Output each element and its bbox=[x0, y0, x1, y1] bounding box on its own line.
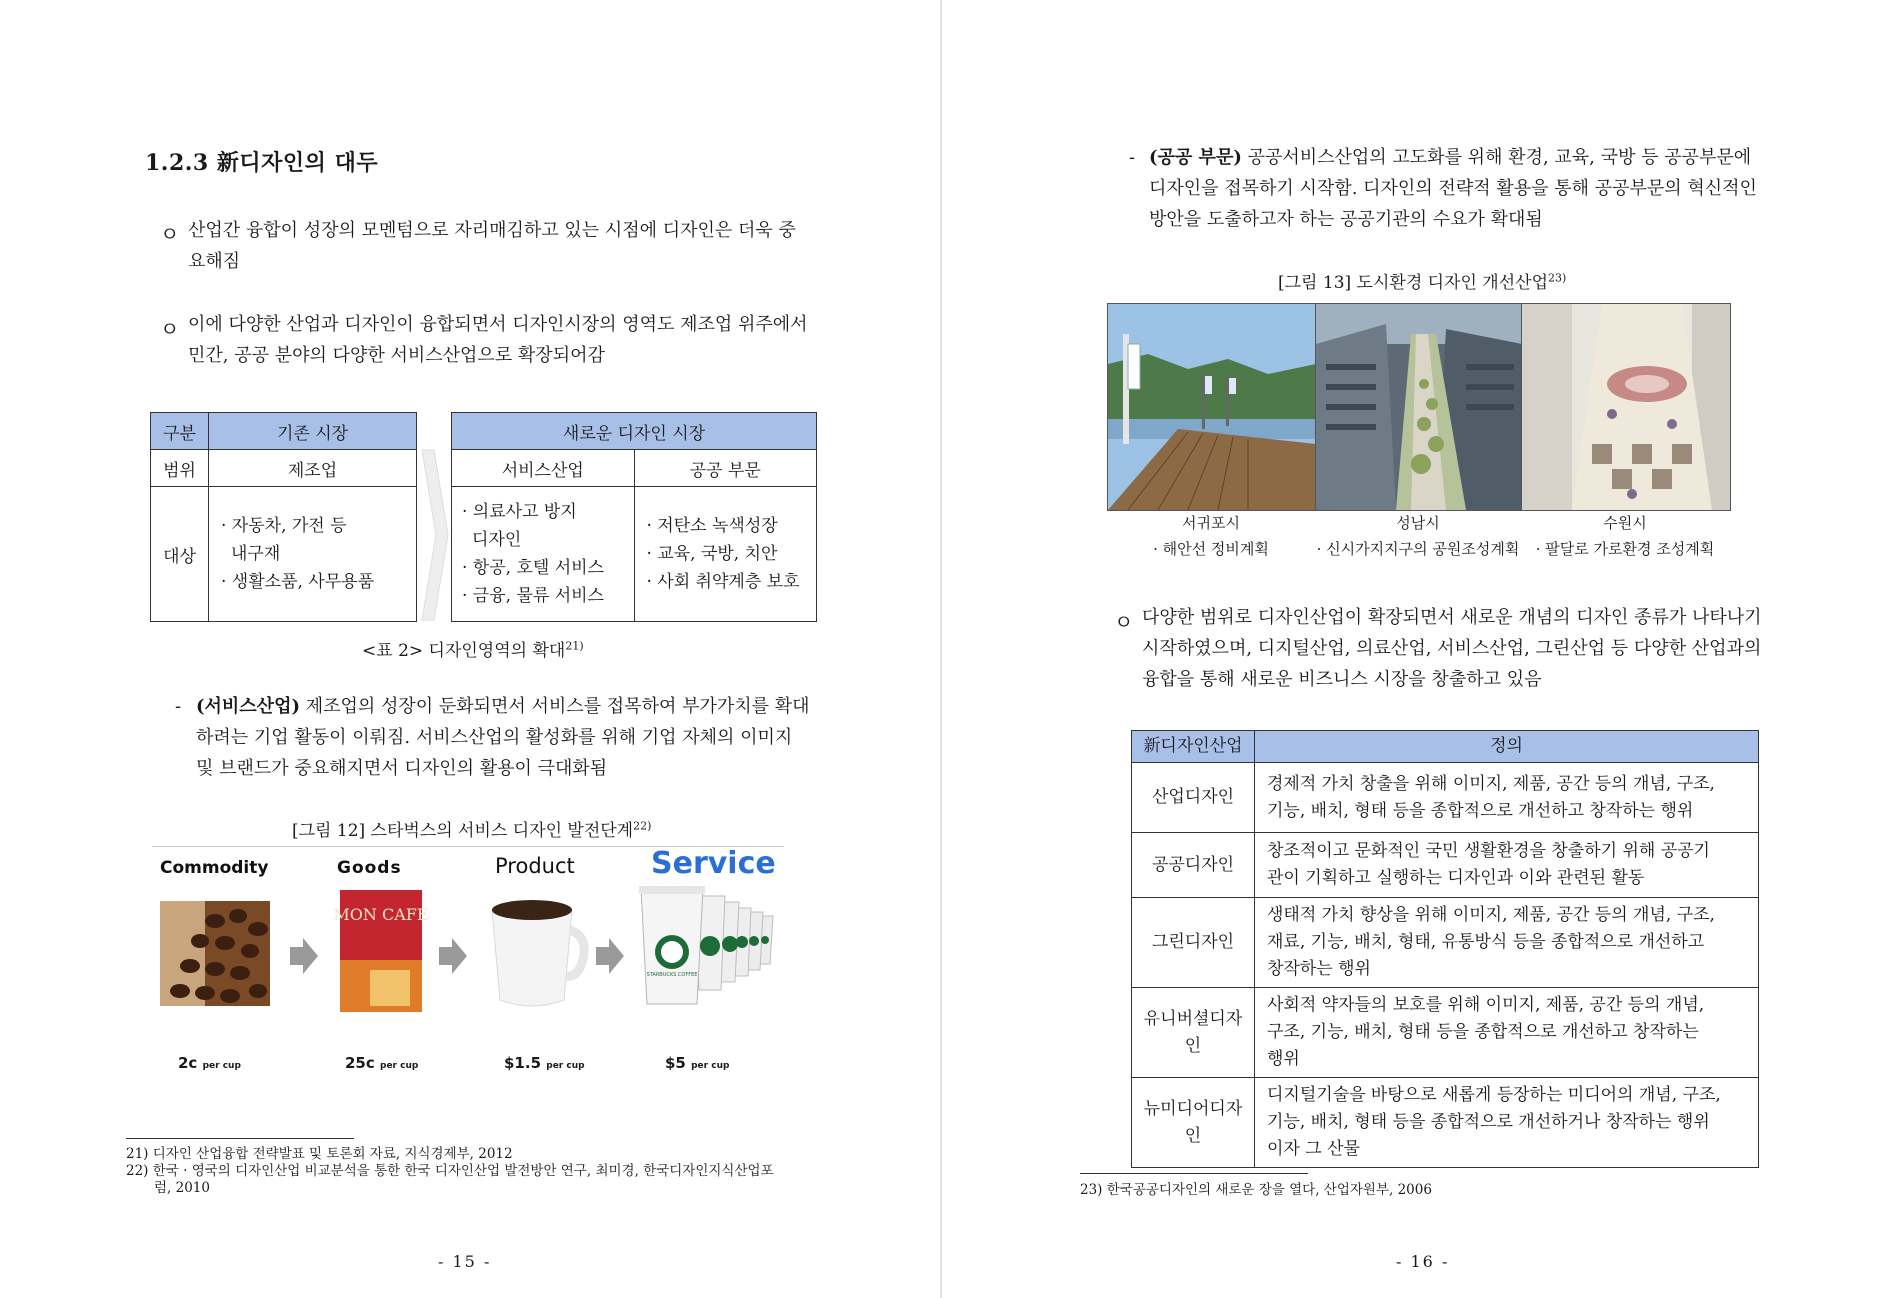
price-commodity bbox=[178, 1054, 241, 1072]
bullet-paragraph: 이에 다양한 산업과 디자인이 융합되면서 디자인시장의 영역도 제조업 위주에서 민간, 공공 분야의 다양한 서비스산업으로 확장되어감 bbox=[188, 314, 808, 366]
industry-name: 산업디자인 bbox=[1132, 763, 1255, 833]
definition-line: 생태적 가치 향상을 위해 이미지, 제품, 공간 등의 개념, 구조, bbox=[1267, 905, 1715, 925]
list-item: 내구재 bbox=[231, 544, 281, 564]
definition-line: 행위 bbox=[1267, 1049, 1300, 1069]
list-item: · 생활소품, 사무용품 bbox=[221, 572, 374, 592]
stage-label-commodity: Commodity bbox=[160, 858, 269, 878]
footnotes bbox=[126, 1146, 816, 1197]
table-row bbox=[1132, 898, 1759, 988]
industry-name: 공공디자인 bbox=[1132, 833, 1255, 898]
footnote-ref: 21) bbox=[565, 639, 584, 653]
price-value: $5 bbox=[665, 1054, 686, 1072]
footnote: 럼, 2010 bbox=[154, 1180, 210, 1196]
arrow-right-icon bbox=[290, 938, 318, 974]
section-heading: 1.2.3 新디자인의 대두 bbox=[145, 150, 379, 176]
price-unit: per cup bbox=[380, 1061, 419, 1071]
list-item: · 자동차, 가전 등 bbox=[221, 516, 347, 536]
bullet-mark: ㅇ bbox=[160, 222, 180, 246]
price-unit: per cup bbox=[691, 1061, 730, 1071]
seongnam-image bbox=[1315, 303, 1523, 511]
service-targets bbox=[452, 487, 635, 622]
panel-project-label: · 신시가지지구의 공원조성계획 bbox=[1316, 540, 1520, 558]
list-item: · 항공, 호텔 서비스 bbox=[462, 558, 604, 578]
price-unit: per cup bbox=[546, 1061, 585, 1071]
figure-caption bbox=[1278, 268, 1566, 293]
price-service bbox=[665, 1054, 729, 1072]
page-number: - 16 - bbox=[1396, 1252, 1450, 1271]
definition-line: 디지털기술을 바탕으로 새롭게 등장하는 미디어의 개념, 구조, bbox=[1267, 1085, 1721, 1105]
industry-definition bbox=[1255, 763, 1759, 833]
list-item: · 금융, 물류 서비스 bbox=[462, 586, 604, 606]
public-targets bbox=[634, 487, 817, 622]
existing-targets bbox=[209, 487, 417, 622]
page-16 bbox=[942, 0, 1877, 1298]
suwon-image bbox=[1521, 303, 1731, 511]
bullet-mark: ㅇ bbox=[160, 317, 180, 341]
price-value: $1.5 bbox=[504, 1054, 542, 1072]
stage-label-goods: Goods bbox=[337, 858, 402, 878]
footnote-rule bbox=[126, 1138, 354, 1139]
dash-bold-label: (서비스산업) bbox=[196, 696, 300, 717]
bullet-paragraph: 산업간 융합이 성장의 모멘텀으로 자리매김하고 있는 시점에 디자인은 더욱 중요해짐 bbox=[188, 220, 796, 272]
industry-definition bbox=[1255, 1078, 1759, 1168]
existing-market-table bbox=[150, 412, 417, 622]
footnote: 21) 디자인 산업융합 전략발표 및 토론회 자료, 지식경제부, 2012 bbox=[126, 1146, 513, 1162]
stage-label-service: Service bbox=[651, 846, 776, 881]
definition-line: 관이 기획하고 실행하는 디자인과 이와 관련된 활동 bbox=[1267, 868, 1645, 888]
list-item: · 저탄소 녹색성장 bbox=[646, 516, 778, 536]
seogwipo-image bbox=[1107, 303, 1317, 511]
table-header-category: 구분 bbox=[151, 413, 209, 450]
panel-city-label: 성남시 bbox=[1396, 514, 1440, 532]
list-item: · 의료사고 방지 bbox=[462, 502, 577, 522]
dash-mark: - bbox=[175, 696, 182, 717]
dash-text: 공공서비스산업의 고도화를 위해 환경, 교육, 국방 등 공공부문에 디자인을 접목하기 시작함. 디자인의 전략적 활용을 통해 공공부문의 혁신적인 방안을 도출하고자 하는 공공기관의 수요가 확대됨 bbox=[1149, 147, 1757, 230]
definition-line: 재료, 기능, 배치, 형태, 유통방식 등을 종합적으로 개선하고 bbox=[1267, 932, 1705, 952]
new-design-industry-table bbox=[1131, 730, 1759, 1168]
starbucks-cups-image bbox=[637, 886, 777, 1011]
bullet-mark: ㅇ bbox=[1114, 610, 1134, 634]
coffee-beans-image bbox=[160, 901, 270, 1006]
dash-mark: - bbox=[1129, 147, 1136, 168]
table-row bbox=[1132, 833, 1759, 898]
new-market-table bbox=[451, 412, 817, 622]
panel-project-label: · 팔달로 가로환경 조성계획 bbox=[1535, 540, 1715, 558]
industry-name: 그린디자인 bbox=[1132, 898, 1255, 988]
definition-line: 기능, 배치, 형태 등을 종합적으로 개선하고 창작하는 행위 bbox=[1267, 800, 1694, 821]
row-label-target: 대상 bbox=[151, 487, 209, 622]
industry-definition bbox=[1255, 988, 1759, 1078]
coffee-pack-image bbox=[333, 890, 429, 1012]
definition-line: 이자 그 산물 bbox=[1267, 1139, 1360, 1159]
table-header-existing: 기존 시장 bbox=[209, 413, 417, 450]
price-value: 25c bbox=[345, 1054, 375, 1072]
table-header-new-market: 새로운 디자인 시장 bbox=[452, 413, 817, 450]
list-item: · 교육, 국방, 치안 bbox=[646, 544, 778, 564]
chevron-right-icon bbox=[420, 450, 450, 620]
list-item: · 사회 취약계층 보호 bbox=[646, 572, 800, 592]
starbucks-figure bbox=[152, 846, 784, 1078]
industry-name: 유니버셜디자인 bbox=[1132, 988, 1255, 1078]
figure-caption bbox=[292, 816, 651, 841]
footnote: 23) 한국공공디자인의 새로운 장을 열다, 산업자원부, 2006 bbox=[1080, 1182, 1432, 1198]
panel-city-label: 수원시 bbox=[1603, 514, 1647, 532]
table-caption bbox=[362, 636, 584, 661]
industry-definition bbox=[1255, 833, 1759, 898]
definition-line: 사회적 약자들의 보호를 위해 이미지, 제품, 공간 등의 개념, bbox=[1267, 995, 1705, 1015]
price-unit: per cup bbox=[202, 1061, 241, 1071]
list-item: 디자인 bbox=[472, 530, 522, 550]
dash-text: 제조업의 성장이 둔화되면서 서비스를 접목하여 부가가치를 확대하려는 기업 활동이 이뤄짐. 서비스산업의 활성화를 위해 기업 자체의 이미지 및 브랜드가 중요해지면서 디자인의 활용이 극대화됨 bbox=[196, 696, 810, 779]
definition-line: 기능, 배치, 형태 등을 종합적으로 개선하거나 창작하는 행위 bbox=[1267, 1112, 1710, 1132]
dash-paragraph bbox=[1149, 142, 1761, 235]
figure-caption-text: [그림 13] 도시환경 디자인 개선산업 bbox=[1278, 273, 1548, 293]
definition-line: 구조, 기능, 배치, 형태 등을 종합적으로 개선하고 창작하는 bbox=[1267, 1022, 1699, 1042]
table-header-definition: 정의 bbox=[1255, 731, 1759, 763]
table-row bbox=[1132, 1078, 1759, 1168]
scope-manufacturing: 제조업 bbox=[209, 450, 417, 487]
definition-line: 창작하는 행위 bbox=[1267, 959, 1371, 979]
page-number: - 15 - bbox=[438, 1252, 492, 1271]
arrow-right-icon bbox=[439, 938, 467, 974]
table-row bbox=[1132, 988, 1759, 1078]
table-row bbox=[1132, 763, 1759, 833]
definition-line: 경제적 가치 창출을 위해 이미지, 제품, 공간 등의 개념, 구조, bbox=[1267, 773, 1715, 794]
cup-text: STARBUCKS COFFEE bbox=[646, 972, 698, 978]
footnote-ref: 22) bbox=[633, 819, 652, 833]
arrow-right-icon bbox=[596, 938, 624, 974]
dash-paragraph bbox=[196, 691, 813, 784]
figure-caption-text: [그림 12] 스타벅스의 서비스 디자인 발전단계 bbox=[292, 821, 634, 841]
price-product bbox=[504, 1054, 585, 1072]
industry-name: 뉴미디어디자인 bbox=[1132, 1078, 1255, 1168]
price-value: 2c bbox=[178, 1054, 198, 1072]
header-service-industry: 서비스산업 bbox=[452, 450, 635, 487]
panel-project-label: · 해안선 정비계획 bbox=[1153, 540, 1269, 558]
price-goods bbox=[345, 1054, 418, 1072]
footnote-ref: 23) bbox=[1548, 271, 1567, 285]
coffee-cup-image bbox=[482, 890, 592, 1015]
row-label-scope: 범위 bbox=[151, 450, 209, 487]
dash-bold-label: (공공 부문) bbox=[1149, 147, 1242, 168]
header-public-sector: 공공 부문 bbox=[634, 450, 817, 487]
table-caption-text: <표 2> 디자인영역의 확대 bbox=[362, 641, 566, 661]
panel-city-label: 서귀포시 bbox=[1182, 514, 1240, 532]
stage-label-product: Product bbox=[495, 854, 575, 878]
definition-line: 창조적이고 문화적인 국민 생활환경을 창출하기 위해 공공기 bbox=[1267, 841, 1710, 861]
pack-text: MON CAFE bbox=[333, 905, 429, 924]
industry-definition bbox=[1255, 898, 1759, 988]
bullet-paragraph: 다양한 범위로 디자인산업이 확장되면서 새로운 개념의 디자인 종류가 나타나기 시작하였으며, 디지털산업, 의료산업, 서비스산업, 그린산업 등 다양한 산업과의 융합을 통해 새로운 비즈니스 시장을 창출하고 있음 bbox=[1142, 607, 1762, 690]
footnote: 22) 한국 · 영국의 디자인산업 비교분석을 통한 한국 디자인산업 발전방안 연구, 최미경, 한국디자인지식산업포 bbox=[126, 1163, 774, 1179]
table-header-industry: 新디자인산업 bbox=[1132, 731, 1255, 763]
footnote-rule bbox=[1080, 1173, 1308, 1174]
